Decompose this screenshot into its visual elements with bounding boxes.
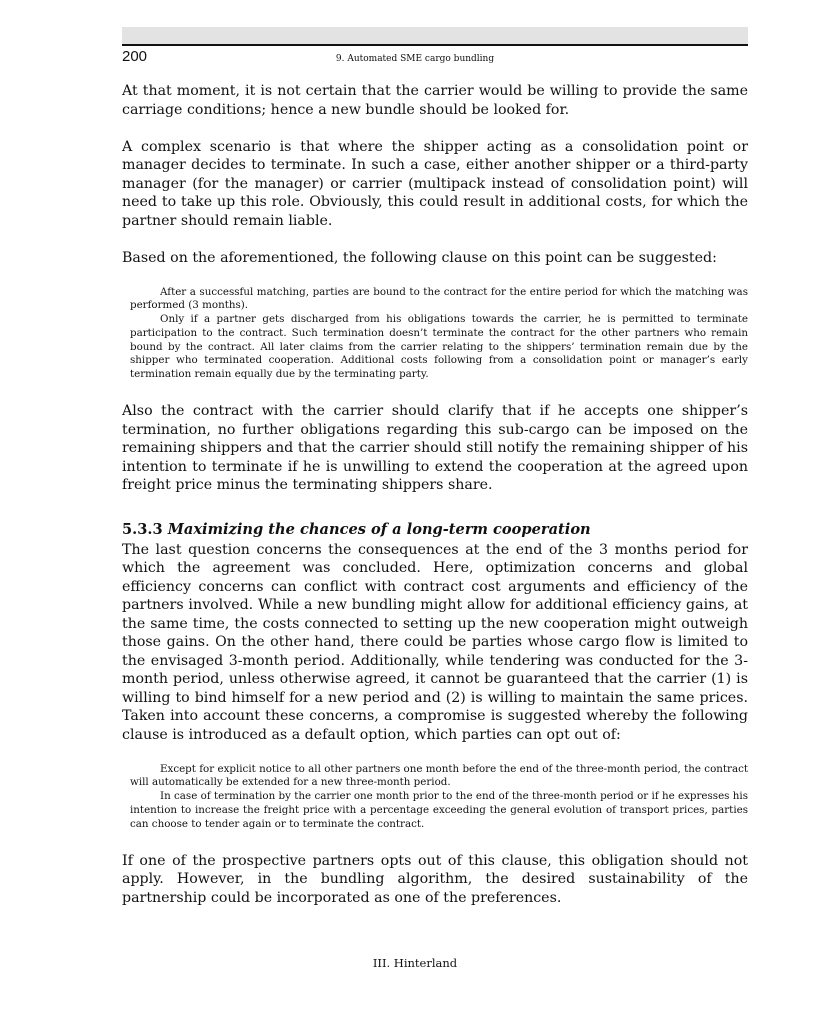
section-title: Maximizing the chances of a long-term cooperation — [167, 520, 591, 538]
paragraph: The last question concerns the consequences at the end of the 3 months period for which the agreement was concluded. Here, optimization concerns and global efficiency concerns can conflict with contract cost arguments and efficiency of the partners involved. While a new bundling might allow for additional efficiency gains, at the same time, the costs connected to setting up the new cooperation might outweigh those gains. On the other hand, there could be parties whose cargo flow is limited to the envisaged 3-month period. Additionally, while tendering was conducted for the 3-month period, unless otherwise agreed, it cannot be guaranteed that the carrier (1) is willing to bind himself for a new period and (2) is willing to maintain the same prices. Taken into account these concerns, a compromise is suggested whereby the following clause is introduced as a default option, which parties can opt out of: — [122, 541, 748, 743]
section-number: 5.3.3 — [122, 520, 163, 538]
page-body — [122, 82, 748, 926]
section-heading — [122, 521, 748, 539]
paragraph: If one of the prospective partners opts out of this clause, this obligation should not apply. However, in the bundling algorithm, the desired sustainability of the partnership could be incorporated as one of the preferences. — [122, 852, 748, 906]
clause-paragraph: After a successful matching, parties are bound to the contract for the entire period for which the matching was performed (3 months). — [130, 285, 748, 312]
header-band — [122, 27, 748, 44]
clause-paragraph: In case of termination by the carrier one month prior to the end of the three-month period or if he expresses his intention to increase the freight price with a percentage exceeding the general evolution of transport prices, parties can choose to tender again or to terminate the contract. — [130, 790, 748, 830]
clause-block-extension — [130, 763, 748, 832]
paragraph: At that moment, it is not certain that the carrier would be willing to provide the same carriage conditions; hence a new bundle should be looked for. — [122, 83, 748, 118]
page-number: 200 — [122, 48, 148, 65]
clause-paragraph: Only if a partner gets discharged from his obligations towards the carrier, he is permitted to terminate participation to the contract. Such termination doesn’t terminate the contract for the other partners who remain bound by the contract. All later claims from the carrier relating to the shippers’ termination remain due by the shipper who terminated cooperation. Additional costs following from a consolidation point or manager’s early termination remain equally due by the terminating party. — [130, 313, 748, 381]
footer-part-label: III. Hinterland — [372, 956, 458, 970]
paragraph: Also the contract with the carrier should clarify that if he accepts one shipper’s termination, no further obligations regarding this sub-cargo can be imposed on the remaining shippers and that the carrier should still notify the remaining shipper of his intention to terminate if he is unwilling to extend the cooperation at the agreed upon freight price minus the terminating shippers share. — [122, 403, 748, 494]
header-rule — [122, 44, 748, 46]
running-head: 9. Automated SME cargo bundling — [335, 54, 495, 64]
paragraph: A complex scenario is that where the shipper acting as a consolidation point or manager decides to terminate. In such a case, either another shipper or a third-party manager (for the manager) or carrier (multipack instead of consolidation point) will need to take up this role. Obviously, this could result in additional costs, for which the partner should remain liable. — [122, 138, 748, 229]
paragraph: Based on the aforementioned, the following clause on this point can be suggested: — [122, 249, 717, 266]
clause-paragraph: Except for explicit notice to all other partners one month before the end of the three-month period, the contract will automatically be extended for a new three-month period. — [130, 762, 748, 789]
clause-block-termination — [130, 286, 748, 383]
